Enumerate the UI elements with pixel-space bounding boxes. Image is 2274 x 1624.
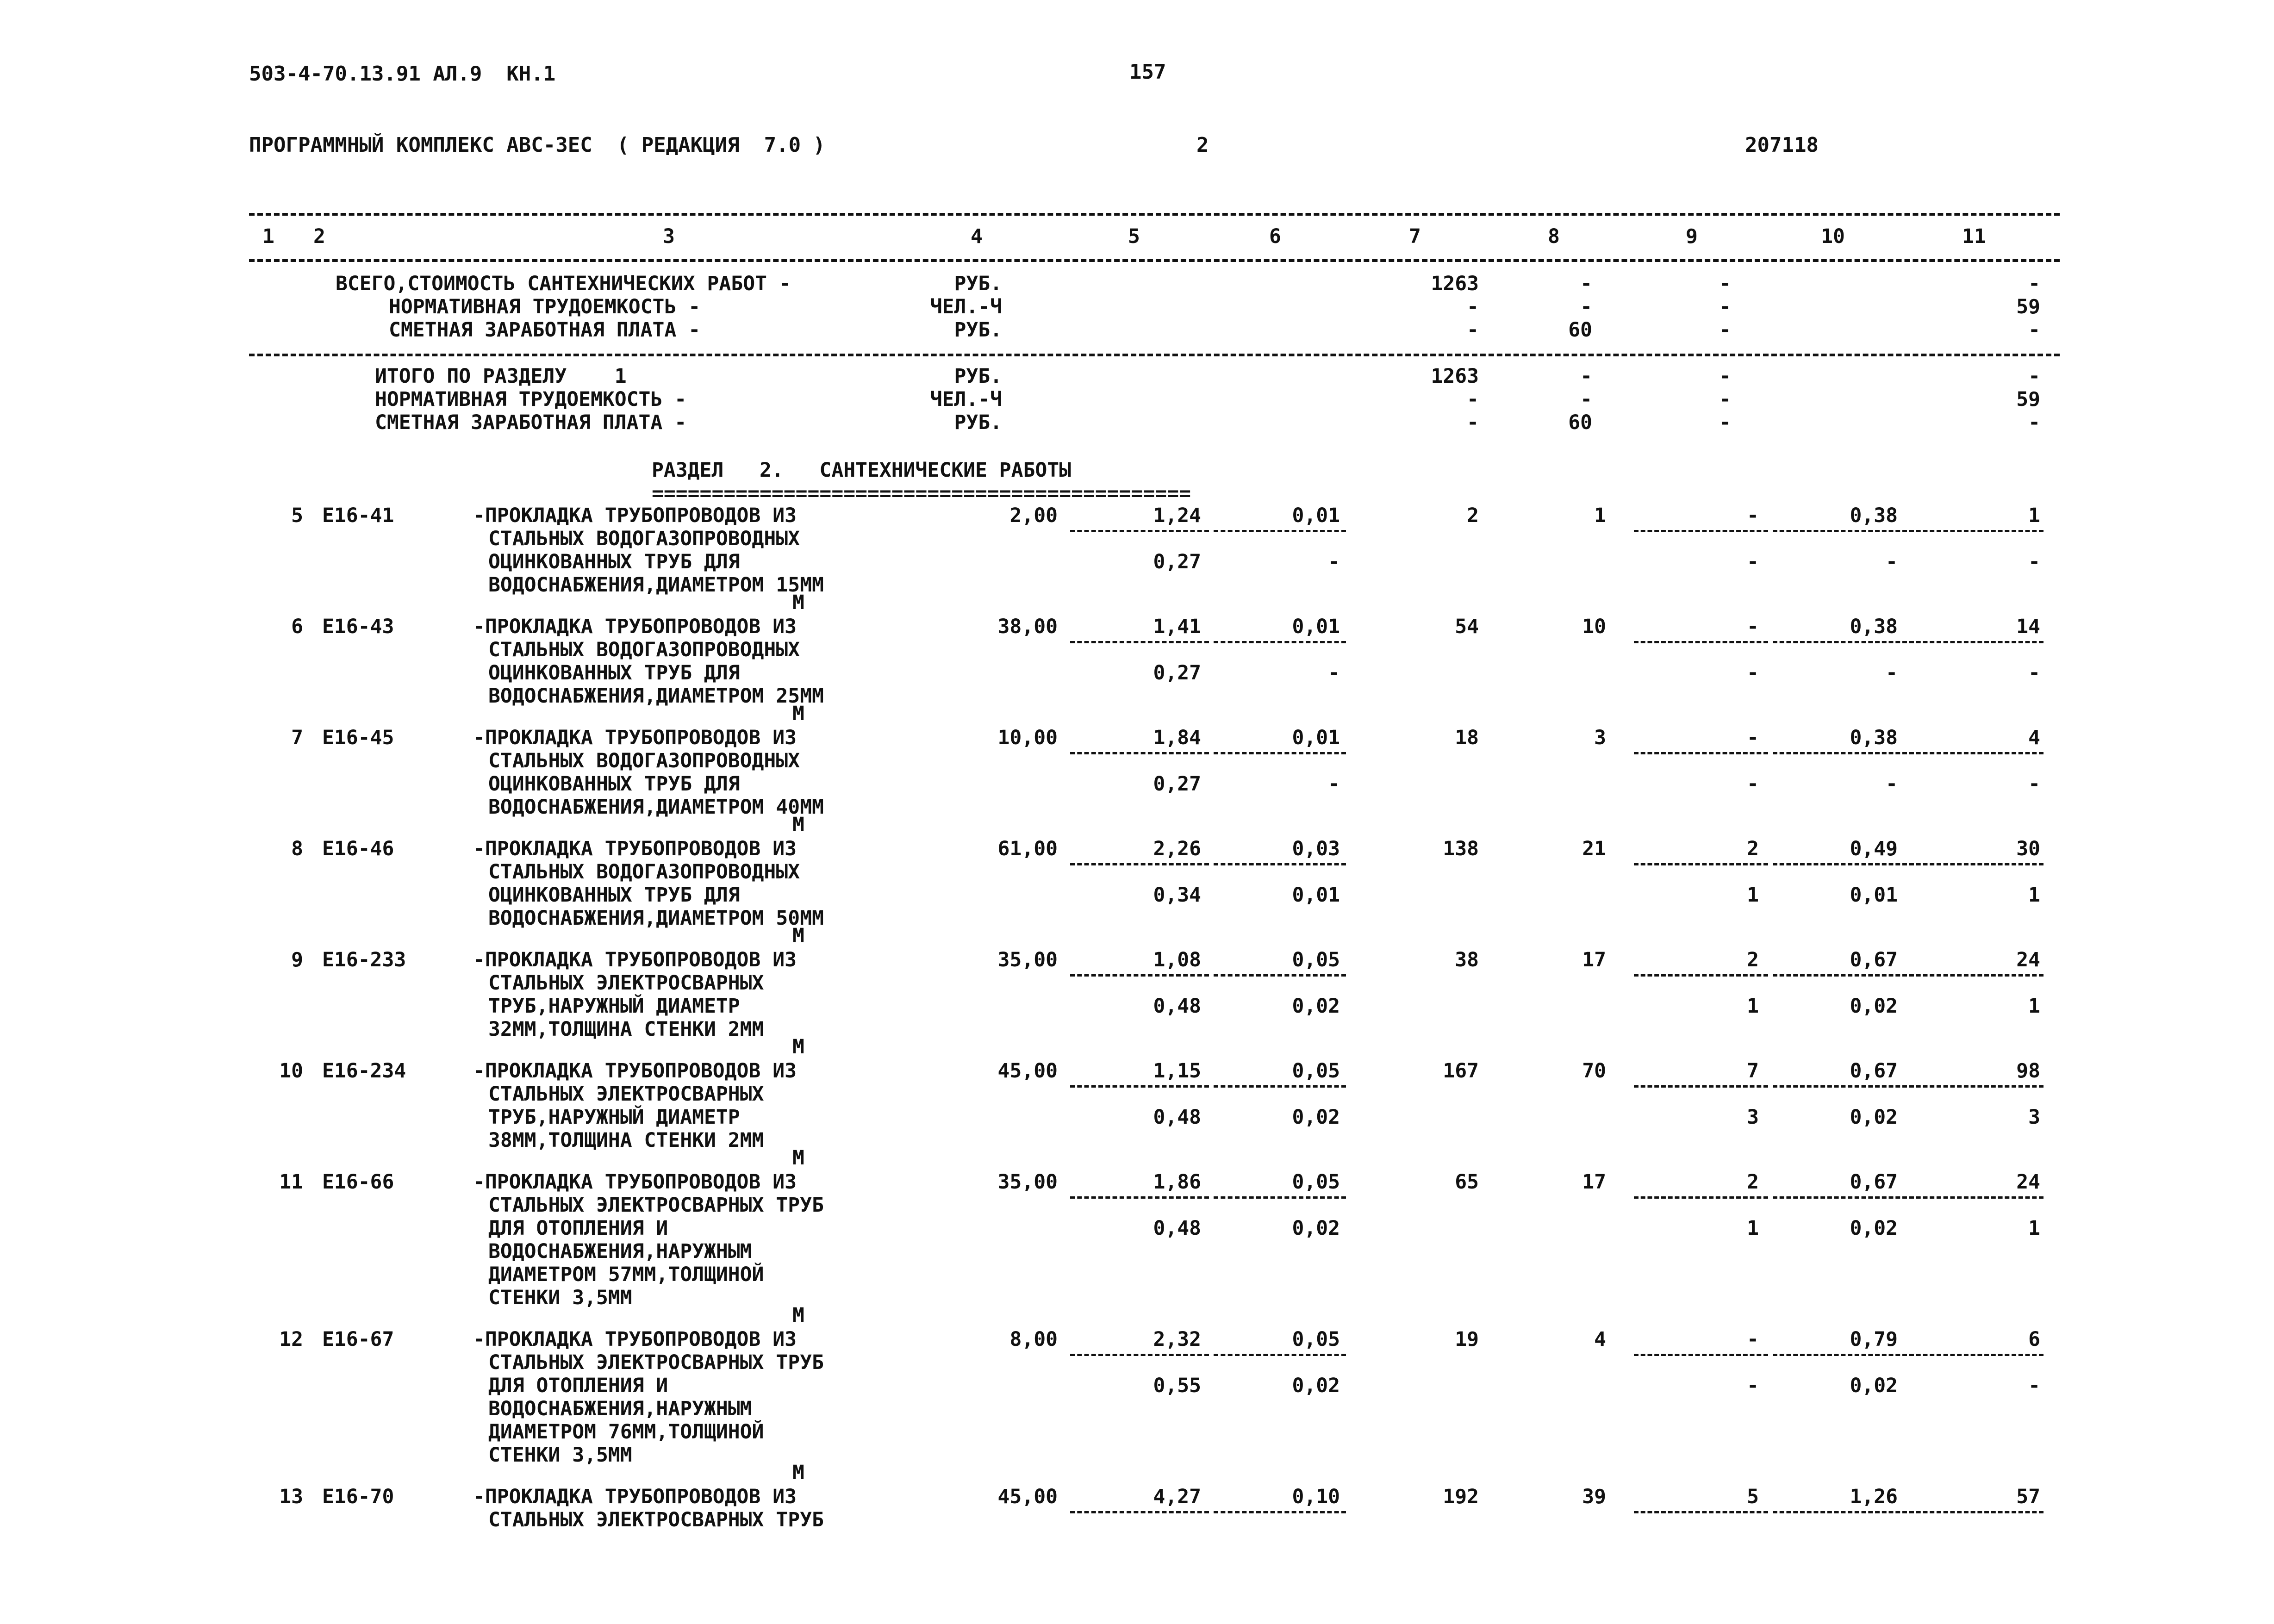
- value-underline: [1909, 1354, 2043, 1356]
- item-description-line: СТАЛЬНЫХ ЭЛЕКТРОСВАРНЫХ ТРУБ: [488, 1351, 824, 1374]
- item-description-line: СТАЛЬНЫХ ЭЛЕКТРОСВАРНЫХ: [488, 971, 764, 995]
- item-value-c6: 0,01: [1292, 726, 1340, 749]
- item-value-c8: 17: [1582, 948, 1606, 971]
- value-underline: [1070, 1354, 1209, 1356]
- item-description-line: ОЦИНКОВАННЫХ ТРУБ ДЛЯ: [488, 661, 740, 684]
- column-number: 4: [971, 225, 983, 248]
- item-description-line: ДИАМЕТРОМ 57ММ,ТОЛЩИНОЙ: [488, 1263, 764, 1286]
- item-description-line: СТАЛЬНЫХ ВОДОГАЗОПРОВОДНЫХ: [488, 638, 800, 661]
- column-number: 6: [1269, 225, 1281, 248]
- value-underline: [1214, 974, 1346, 977]
- item-unit: М: [792, 1035, 804, 1058]
- value-underline: [1773, 863, 1907, 865]
- item-description-line: -ПРОКЛАДКА ТРУБОПРОВОДОВ ИЗ: [473, 615, 797, 638]
- item-subvalue-c5: 0,27: [1153, 550, 1201, 573]
- item-description-line: -ПРОКЛАДКА ТРУБОПРОВОДОВ ИЗ: [473, 726, 797, 749]
- item-value-c5: 4,27: [1153, 1485, 1201, 1508]
- item-value-c9: 2: [1747, 948, 1759, 971]
- item-value-c7: 18: [1455, 726, 1479, 749]
- item-subvalue-c10: -: [1886, 661, 1898, 684]
- value-underline: [1070, 530, 1209, 532]
- item-subvalue-c11: -: [2028, 550, 2040, 573]
- totals-unit: РУБ.: [954, 318, 1002, 342]
- totals-value-col11: -: [2028, 272, 2040, 295]
- item-description-line: СТАЛЬНЫХ ВОДОГАЗОПРОВОДНЫХ: [488, 860, 800, 884]
- item-description-line: СТЕНКИ 3,5ММ: [488, 1444, 632, 1467]
- totals-value-col11: -: [2028, 411, 2040, 434]
- item-number: 9: [291, 948, 303, 971]
- totals-value-col9: -: [1719, 272, 1731, 295]
- item-subvalue-c11: 1: [2028, 995, 2040, 1018]
- item-value-c11: 1: [2028, 504, 2040, 527]
- item-value-c11: 57: [2016, 1485, 2040, 1508]
- value-underline: [1214, 863, 1346, 865]
- value-underline: [1773, 1511, 1907, 1513]
- value-underline: [1773, 974, 1907, 977]
- item-subvalue-c9: -: [1747, 550, 1759, 573]
- value-underline: [1773, 1085, 1907, 1088]
- item-value-c11: 4: [2028, 726, 2040, 749]
- item-value-c7: 54: [1455, 615, 1479, 638]
- item-number: 7: [291, 726, 303, 749]
- section-title: РАЗДЕЛ 2. САНТЕХНИЧЕСКИЕ РАБОТЫ: [652, 459, 1072, 482]
- item-description-line: -ПРОКЛАДКА ТРУБОПРОВОДОВ ИЗ: [473, 1059, 797, 1083]
- item-subvalue-c6: -: [1328, 661, 1340, 684]
- item-unit: М: [792, 924, 804, 947]
- totals-value-col8: -: [1580, 272, 1592, 295]
- value-underline: [1909, 752, 2043, 754]
- item-subvalue-c5: 0,27: [1153, 661, 1201, 684]
- column-number: 7: [1409, 225, 1421, 248]
- item-description-line: -ПРОКЛАДКА ТРУБОПРОВОДОВ ИЗ: [473, 504, 797, 527]
- item-quantity: 2,00: [1009, 504, 1058, 527]
- item-number: 5: [291, 504, 303, 527]
- item-value-c6: 0,05: [1292, 1328, 1340, 1351]
- item-description-line: ДЛЯ ОТОПЛЕНИЯ И: [488, 1217, 668, 1240]
- totals-unit: РУБ.: [954, 272, 1002, 295]
- item-value-c11: 14: [2016, 615, 2040, 638]
- item-subvalue-c5: 0,48: [1153, 995, 1201, 1018]
- item-value-c7: 19: [1455, 1328, 1479, 1351]
- item-subvalue-c5: 0,55: [1153, 1374, 1201, 1397]
- value-underline: [1909, 530, 2043, 532]
- totals-unit: ЧЕЛ.-Ч: [930, 295, 1002, 318]
- totals-label: НОРМАТИВНАЯ ТРУДОЕМКОСТЬ -: [389, 295, 701, 318]
- item-description-line: СТЕНКИ 3,5ММ: [488, 1286, 632, 1309]
- item-value-c10: 0,67: [1850, 1170, 1898, 1194]
- item-quantity: 35,00: [997, 1170, 1058, 1194]
- item-unit: М: [792, 702, 804, 725]
- item-subvalue-c6: 0,02: [1292, 1106, 1340, 1129]
- item-subvalue-c6: 0,02: [1292, 995, 1340, 1018]
- item-description-line: ВОДОСНАБЖЕНИЯ,ДИАМЕТРОМ 50ММ: [488, 907, 824, 930]
- item-quantity: 10,00: [997, 726, 1058, 749]
- item-unit: М: [792, 1304, 804, 1327]
- value-underline: [1634, 1085, 1768, 1088]
- item-value-c8: 70: [1582, 1059, 1606, 1083]
- item-value-c7: 138: [1443, 837, 1479, 860]
- item-description-line: -ПРОКЛАДКА ТРУБОПРОВОДОВ ИЗ: [473, 837, 797, 860]
- program-code: 207118: [1745, 133, 1819, 157]
- value-underline: [1909, 1511, 2043, 1513]
- item-subvalue-c9: 3: [1747, 1106, 1759, 1129]
- item-value-c10: 0,67: [1850, 1059, 1898, 1083]
- value-underline: [1634, 641, 1768, 643]
- item-value-c9: 2: [1747, 837, 1759, 860]
- item-value-c8: 10: [1582, 615, 1606, 638]
- item-value-c8: 3: [1594, 726, 1606, 749]
- item-value-c5: 1,41: [1153, 615, 1201, 638]
- totals-value-col8: -: [1580, 295, 1592, 318]
- value-underline: [1773, 1196, 1907, 1199]
- document-reference: 503-4-70.13.91 АЛ.9 КН.1: [249, 62, 556, 86]
- item-subvalue-c9: -: [1747, 772, 1759, 796]
- item-value-c9: -: [1747, 504, 1759, 527]
- totals-value-col7: 1263: [1431, 365, 1479, 388]
- item-subvalue-c5: 0,48: [1153, 1106, 1201, 1129]
- item-value-c10: 0,49: [1850, 837, 1898, 860]
- item-number: 13: [279, 1485, 303, 1508]
- item-subvalue-c5: 0,48: [1153, 1217, 1201, 1240]
- item-quantity: 45,00: [997, 1485, 1058, 1508]
- section-title-underline: =============================================: [652, 482, 1191, 505]
- value-underline: [1070, 1511, 1209, 1513]
- item-description-line: 32ММ,ТОЛЩИНА СТЕНКИ 2ММ: [488, 1018, 764, 1041]
- item-code: Е16-70: [322, 1485, 394, 1508]
- page-number: 157: [1129, 60, 1166, 84]
- item-value-c11: 6: [2028, 1328, 2040, 1351]
- totals-value-col8: -: [1580, 388, 1592, 411]
- totals-value-col8: 60: [1568, 411, 1592, 434]
- totals-value-col7: -: [1467, 295, 1479, 318]
- item-subvalue-c10: 0,02: [1850, 1217, 1898, 1240]
- totals-unit: РУБ.: [954, 411, 1002, 434]
- top-rule: [249, 213, 2060, 216]
- totals-unit: РУБ.: [954, 365, 1002, 388]
- item-value-c5: 1,84: [1153, 726, 1201, 749]
- item-quantity: 61,00: [997, 837, 1058, 860]
- item-description-line: ДЛЯ ОТОПЛЕНИЯ И: [488, 1374, 668, 1397]
- item-unit: М: [792, 1146, 804, 1170]
- item-value-c8: 17: [1582, 1170, 1606, 1194]
- item-value-c5: 2,32: [1153, 1328, 1201, 1351]
- item-subvalue-c5: 0,27: [1153, 772, 1201, 796]
- item-code: Е16-67: [322, 1328, 394, 1351]
- totals-value-col8: 60: [1568, 318, 1592, 342]
- value-underline: [1214, 1085, 1346, 1088]
- item-value-c5: 1,24: [1153, 504, 1201, 527]
- value-underline: [1773, 752, 1907, 754]
- item-quantity: 38,00: [997, 615, 1058, 638]
- item-description-line: ОЦИНКОВАННЫХ ТРУБ ДЛЯ: [488, 884, 740, 907]
- item-value-c10: 0,38: [1850, 504, 1898, 527]
- item-quantity: 45,00: [997, 1059, 1058, 1083]
- value-underline: [1634, 863, 1768, 865]
- item-unit: М: [792, 591, 804, 614]
- totals-value-col7: -: [1467, 318, 1479, 342]
- item-description-line: ТРУБ,НАРУЖНЫЙ ДИАМЕТР: [488, 1106, 740, 1129]
- value-underline: [1214, 530, 1346, 532]
- value-underline: [1634, 974, 1768, 977]
- column-number: 10: [1821, 225, 1845, 248]
- item-code: Е16-41: [322, 504, 394, 527]
- value-underline: [1214, 1354, 1346, 1356]
- column-number: 9: [1686, 225, 1698, 248]
- item-value-c5: 2,26: [1153, 837, 1201, 860]
- item-number: 12: [279, 1328, 303, 1351]
- item-description-line: ВОДОСНАБЖЕНИЯ,ДИАМЕТРОМ 15ММ: [488, 573, 824, 597]
- item-value-c8: 21: [1582, 837, 1606, 860]
- item-value-c9: -: [1747, 726, 1759, 749]
- totals-separator-rule: [249, 354, 2060, 356]
- sheet-number: 2: [1196, 133, 1209, 157]
- item-value-c5: 1,86: [1153, 1170, 1201, 1194]
- value-underline: [1070, 1196, 1209, 1199]
- totals-value-col9: -: [1719, 388, 1731, 411]
- totals-label: СМЕТНАЯ ЗАРАБОТНАЯ ПЛАТА -: [389, 318, 701, 342]
- item-description-line: 38ММ,ТОЛЩИНА СТЕНКИ 2ММ: [488, 1129, 764, 1152]
- totals-value-col7: -: [1467, 411, 1479, 434]
- item-value-c10: 0,38: [1850, 726, 1898, 749]
- item-value-c8: 39: [1582, 1485, 1606, 1508]
- totals-value-col9: -: [1719, 411, 1731, 434]
- totals-label: ВСЕГО,СТОИМОСТЬ САНТЕХНИЧЕСКИХ РАБОТ -: [336, 272, 791, 295]
- item-code: Е16-45: [322, 726, 394, 749]
- item-value-c9: 2: [1747, 1170, 1759, 1194]
- item-code: Е16-66: [322, 1170, 394, 1194]
- item-subvalue-c10: -: [1886, 550, 1898, 573]
- item-subvalue-c11: 1: [2028, 1217, 2040, 1240]
- item-description-line: -ПРОКЛАДКА ТРУБОПРОВОДОВ ИЗ: [473, 1170, 797, 1194]
- item-quantity: 35,00: [997, 948, 1058, 971]
- column-number: 1: [262, 225, 274, 248]
- item-code: Е16-43: [322, 615, 394, 638]
- item-value-c9: 7: [1747, 1059, 1759, 1083]
- item-value-c7: 38: [1455, 948, 1479, 971]
- column-number: 8: [1548, 225, 1560, 248]
- item-value-c10: 1,26: [1850, 1485, 1898, 1508]
- item-value-c8: 4: [1594, 1328, 1606, 1351]
- item-subvalue-c9: 1: [1747, 884, 1759, 907]
- item-subvalue-c9: -: [1747, 1374, 1759, 1397]
- item-value-c6: 0,05: [1292, 948, 1340, 971]
- totals-value-col9: -: [1719, 365, 1731, 388]
- totals-value-col9: -: [1719, 318, 1731, 342]
- item-description-line: -ПРОКЛАДКА ТРУБОПРОВОДОВ ИЗ: [473, 1328, 797, 1351]
- totals-value-col8: -: [1580, 365, 1592, 388]
- item-value-c5: 1,15: [1153, 1059, 1201, 1083]
- item-value-c10: 0,67: [1850, 948, 1898, 971]
- item-subvalue-c11: 1: [2028, 884, 2040, 907]
- item-description-line: -ПРОКЛАДКА ТРУБОПРОВОДОВ ИЗ: [473, 1485, 797, 1508]
- totals-value-col11: 59: [2016, 295, 2040, 318]
- column-number: 11: [1962, 225, 1986, 248]
- totals-value-col9: -: [1719, 295, 1731, 318]
- value-underline: [1909, 641, 2043, 643]
- item-subvalue-c11: -: [2028, 661, 2040, 684]
- item-description-line: ВОДОСНАБЖЕНИЯ,НАРУЖНЫМ: [488, 1240, 752, 1263]
- value-underline: [1773, 530, 1907, 532]
- item-value-c6: 0,01: [1292, 615, 1340, 638]
- item-description-line: ВОДОСНАБЖЕНИЯ,ДИАМЕТРОМ 40ММ: [488, 796, 824, 819]
- item-description-line: ДИАМЕТРОМ 76ММ,ТОЛЩИНОЙ: [488, 1420, 764, 1444]
- item-description-line: ТРУБ,НАРУЖНЫЙ ДИАМЕТР: [488, 995, 740, 1018]
- value-underline: [1214, 1511, 1346, 1513]
- item-subvalue-c10: 0,02: [1850, 1106, 1898, 1129]
- item-subvalue-c6: 0,02: [1292, 1217, 1340, 1240]
- item-subvalue-c10: -: [1886, 772, 1898, 796]
- item-value-c6: 0,10: [1292, 1485, 1340, 1508]
- item-value-c7: 2: [1467, 504, 1479, 527]
- column-number: 2: [313, 225, 325, 248]
- item-number: 10: [279, 1059, 303, 1083]
- item-value-c11: 24: [2016, 1170, 2040, 1194]
- item-number: 8: [291, 837, 303, 860]
- value-underline: [1773, 1354, 1907, 1356]
- item-subvalue-c11: 3: [2028, 1106, 2040, 1129]
- item-subvalue-c10: 0,01: [1850, 884, 1898, 907]
- totals-unit: ЧЕЛ.-Ч: [930, 388, 1002, 411]
- item-value-c6: 0,01: [1292, 504, 1340, 527]
- item-value-c8: 1: [1594, 504, 1606, 527]
- item-subvalue-c5: 0,34: [1153, 884, 1201, 907]
- value-underline: [1214, 641, 1346, 643]
- item-description-line: СТАЛЬНЫХ ЭЛЕКТРОСВАРНЫХ ТРУБ: [488, 1508, 824, 1531]
- item-value-c9: 5: [1747, 1485, 1759, 1508]
- item-description-line: СТАЛЬНЫХ ВОДОГАЗОПРОВОДНЫХ: [488, 749, 800, 772]
- item-value-c9: -: [1747, 1328, 1759, 1351]
- item-description-line: ВОДОСНАБЖЕНИЯ,ДИАМЕТРОМ 25ММ: [488, 684, 824, 708]
- value-underline: [1070, 641, 1209, 643]
- item-subvalue-c10: 0,02: [1850, 995, 1898, 1018]
- item-number: 11: [279, 1170, 303, 1194]
- value-underline: [1070, 1085, 1209, 1088]
- value-underline: [1634, 1511, 1768, 1513]
- column-number: 3: [663, 225, 675, 248]
- item-code: Е16-46: [322, 837, 394, 860]
- item-subvalue-c9: 1: [1747, 995, 1759, 1018]
- item-description-line: ВОДОСНАБЖЕНИЯ,НАРУЖНЫМ: [488, 1397, 752, 1420]
- totals-value-col11: -: [2028, 365, 2040, 388]
- column-number: 5: [1128, 225, 1140, 248]
- item-unit: М: [792, 1461, 804, 1484]
- item-subvalue-c9: -: [1747, 661, 1759, 684]
- item-description-line: ОЦИНКОВАННЫХ ТРУБ ДЛЯ: [488, 772, 740, 796]
- value-underline: [1634, 1196, 1768, 1199]
- value-underline: [1634, 1354, 1768, 1356]
- item-value-c9: -: [1747, 615, 1759, 638]
- item-subvalue-c6: -: [1328, 550, 1340, 573]
- item-value-c7: 65: [1455, 1170, 1479, 1194]
- totals-value-col11: 59: [2016, 388, 2040, 411]
- item-code: Е16-234: [322, 1059, 406, 1083]
- item-description-line: СТАЛЬНЫХ ЭЛЕКТРОСВАРНЫХ: [488, 1083, 764, 1106]
- item-value-c7: 192: [1443, 1485, 1479, 1508]
- item-value-c11: 98: [2016, 1059, 2040, 1083]
- item-value-c6: 0,05: [1292, 1059, 1340, 1083]
- item-subvalue-c6: 0,01: [1292, 884, 1340, 907]
- item-value-c6: 0,03: [1292, 837, 1340, 860]
- value-underline: [1070, 863, 1209, 865]
- item-number: 6: [291, 615, 303, 638]
- item-subvalue-c6: -: [1328, 772, 1340, 796]
- totals-label: ИТОГО ПО РАЗДЕЛУ 1: [375, 365, 627, 388]
- item-value-c11: 30: [2016, 837, 2040, 860]
- item-value-c5: 1,08: [1153, 948, 1201, 971]
- item-description-line: ОЦИНКОВАННЫХ ТРУБ ДЛЯ: [488, 550, 740, 573]
- totals-value-col7: 1263: [1431, 272, 1479, 295]
- totals-value-col11: -: [2028, 318, 2040, 342]
- value-underline: [1634, 530, 1768, 532]
- value-underline: [1909, 1196, 2043, 1199]
- value-underline: [1634, 752, 1768, 754]
- item-value-c10: 0,79: [1850, 1328, 1898, 1351]
- value-underline: [1909, 863, 2043, 865]
- item-value-c6: 0,05: [1292, 1170, 1340, 1194]
- item-subvalue-c11: -: [2028, 1374, 2040, 1397]
- totals-value-col7: -: [1467, 388, 1479, 411]
- item-unit: М: [792, 813, 804, 836]
- item-value-c10: 0,38: [1850, 615, 1898, 638]
- value-underline: [1070, 752, 1209, 754]
- item-subvalue-c6: 0,02: [1292, 1374, 1340, 1397]
- value-underline: [1773, 641, 1907, 643]
- value-underline: [1909, 1085, 2043, 1088]
- item-value-c7: 167: [1443, 1059, 1479, 1083]
- item-description-line: СТАЛЬНЫХ ЭЛЕКТРОСВАРНЫХ ТРУБ: [488, 1194, 824, 1217]
- item-code: Е16-233: [322, 948, 406, 971]
- totals-label: НОРМАТИВНАЯ ТРУДОЕМКОСТЬ -: [375, 388, 687, 411]
- header-bottom-rule: [249, 259, 2060, 262]
- item-quantity: 8,00: [1009, 1328, 1058, 1351]
- item-subvalue-c10: 0,02: [1850, 1374, 1898, 1397]
- value-underline: [1070, 974, 1209, 977]
- program-title: ПРОГРАММНЫЙ КОМПЛЕКС АВС-3ЕС ( РЕДАКЦИЯ 7.0 ): [249, 133, 826, 157]
- item-description-line: -ПРОКЛАДКА ТРУБОПРОВОДОВ ИЗ: [473, 948, 797, 971]
- value-underline: [1214, 1196, 1346, 1199]
- item-description-line: СТАЛЬНЫХ ВОДОГАЗОПРОВОДНЫХ: [488, 527, 800, 550]
- item-value-c11: 24: [2016, 948, 2040, 971]
- totals-label: СМЕТНАЯ ЗАРАБОТНАЯ ПЛАТА -: [375, 411, 687, 434]
- item-subvalue-c11: -: [2028, 772, 2040, 796]
- item-subvalue-c9: 1: [1747, 1217, 1759, 1240]
- value-underline: [1909, 974, 2043, 977]
- value-underline: [1214, 752, 1346, 754]
